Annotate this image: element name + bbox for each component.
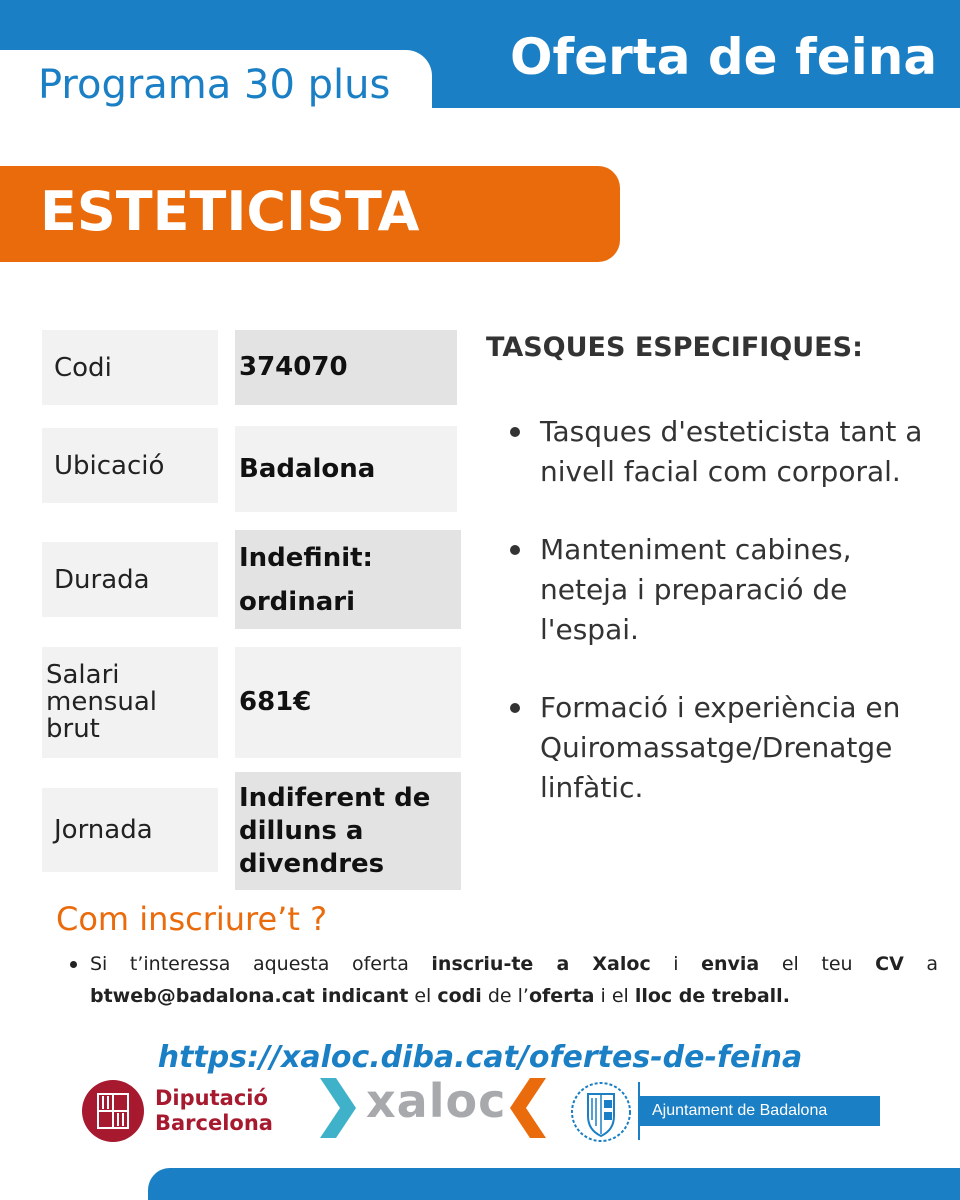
howto-text: el [408, 985, 438, 1007]
detail-value-jornada: Indiferent de dilluns a divendres [235, 772, 461, 890]
howto-text-bold: CV [875, 953, 904, 975]
task-item [506, 530, 946, 650]
task-text: Formació i experiència en Quiromassatge/Drenatge linfàtic. [540, 691, 901, 804]
detail-value-durada: Indefinit: ordinari [235, 530, 461, 629]
how-to-apply-title: Com inscriure’t ? [56, 900, 328, 938]
howto-text: i [650, 953, 702, 975]
detail-label-durada: Durada [42, 542, 218, 617]
diputacio-line: Barcelona [155, 1111, 273, 1135]
howto-text-bold: lloc de treball. [634, 985, 790, 1007]
footer-bar [148, 1168, 960, 1200]
bullet-icon [70, 961, 77, 968]
howto-text-bold: envia [701, 953, 760, 975]
detail-label-codi: Codi [42, 330, 218, 405]
email-link[interactable]: btweb@badalona.cat indicant [90, 985, 409, 1007]
badalona-shield-icon [570, 1080, 632, 1144]
program-name: Programa 30 plus [38, 62, 391, 108]
howto-text: de l’ [481, 985, 529, 1007]
xaloc-left-chevron-icon [318, 1076, 358, 1140]
bullet-icon [510, 545, 520, 555]
detail-label-ubicacio: Ubicació [42, 428, 218, 503]
howto-text-bold: codi [437, 985, 482, 1007]
detail-label-jornada: Jornada [42, 788, 218, 872]
bullet-icon [510, 427, 520, 437]
job-title: ESTETICISTA [40, 180, 420, 243]
task-item [506, 688, 946, 808]
ajuntament-badalona-label: Ajuntament de Badalona [640, 1096, 880, 1126]
diputacio-logo-icon [82, 1080, 144, 1142]
howto-text: i el [594, 985, 635, 1007]
task-text: Manteniment cabines, neteja i preparació de l'espai. [540, 533, 852, 646]
xaloc-right-chevron-icon [508, 1076, 548, 1140]
detail-value-ubicacio: Badalona [235, 426, 457, 512]
howto-text: Si t’interessa aquesta oferta [90, 953, 432, 975]
diputacio-logo-text [155, 1086, 273, 1136]
diputacio-line: Diputació [155, 1086, 268, 1110]
detail-value-salari: 681€ [235, 647, 461, 758]
how-to-apply-text [90, 948, 938, 1012]
task-list [506, 412, 946, 846]
tasks-title: TASQUES ESPECIFIQUES: [486, 332, 863, 363]
howto-text: a [903, 953, 938, 975]
howto-text-bold: oferta [528, 985, 595, 1007]
task-item [506, 412, 946, 492]
bullet-icon [510, 703, 520, 713]
howto-text: el teu [759, 953, 876, 975]
detail-label-salari: Salari mensual brut [42, 647, 218, 758]
detail-value-codi: 374070 [235, 330, 457, 405]
howto-text-bold: inscriu-te a Xaloc [431, 953, 651, 975]
xaloc-logo-text: xaloc [366, 1074, 507, 1128]
xaloc-url-link[interactable]: https://xaloc.diba.cat/ofertes-de-feina [157, 1040, 803, 1075]
header-title: Oferta de feina [510, 28, 938, 86]
task-text: Tasques d'esteticista tant a nivell facial com corporal. [540, 415, 923, 488]
